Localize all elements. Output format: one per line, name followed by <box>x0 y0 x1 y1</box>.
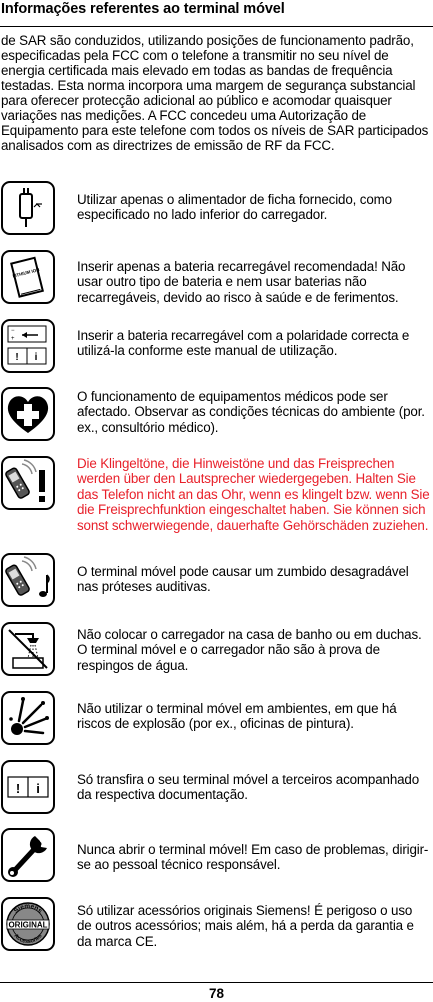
svg-text:!: ! <box>15 352 19 363</box>
warning-notice-text: Die Klingeltöne, die Hinweistöne und das Freisprechen werden über den Lautsprecher wiedergegeben. Halten Sie das Telefon nicht an das Ohr, wenn es klingelt bzw. wenn Sie die Freisprechfunktion eingeschaltet haben. Sie können sich sonst schwerwiegende, dauerhafte Gehörschäden zuziehen. <box>77 456 430 533</box>
notice-text: O funcionamento de equipamentos médicos pode ser afectado. Observar as condições técnicas do ambiente (por. ex., consultório médico). <box>77 389 425 435</box>
footer-divider <box>0 982 433 983</box>
battery-icon <box>1 250 55 304</box>
intro-paragraph: de SAR são conduzidos, utilizando posições de funcionamento padrão, especificadas pela FCC com o telefone a transmitir no seu nível de energia certificada mais elevado em todas as bandas de frequência testadas. Esta norma incorpora uma margem de segurança substancial para oferecer protecção adicional ao público e acomodar quaisquer variações nas medições. A FCC concedeu uma Autorização de Equipamento para este telefone com todos os níveis de SAR participados analisados com as directrizes de emissão de RF da FCC. <box>1 33 429 153</box>
notice-text: Só utilizar acessórios originais Siemens! É perigoso o uso de outros acessórios; mais além, há a perda da garantia e da marca CE. <box>77 903 414 949</box>
wrench-icon <box>1 828 55 882</box>
no-shower-icon <box>1 622 55 676</box>
page-title: Informações referentes ao terminal móvel <box>1 1 285 17</box>
notice-text: O terminal móvel pode causar um zumbido desagradável nas próteses auditivas. <box>77 564 409 595</box>
phone-ringing-warning-icon <box>1 456 55 510</box>
svg-text:Siemens: Siemens <box>12 902 44 915</box>
svg-text:!: ! <box>15 781 21 796</box>
notice-text: Utilizar apenas o alimentador de ficha fornecido, como especificado no lado inferior do carregador. <box>77 192 392 223</box>
page-number: 78 <box>208 986 225 1001</box>
battery-label: LITHIUM ION <box>11 267 40 279</box>
header-divider <box>0 26 433 27</box>
battery-polarity-manual-icon <box>1 319 55 373</box>
medical-cross-heart-icon <box>1 387 55 441</box>
notice-text: Inserir a bateria recarregável com a polaridade correcta e utilizá-la conforme este manual de utilização. <box>77 328 410 359</box>
siemens-original-accessories-icon <box>1 897 55 951</box>
notice-text: Só transfira o seu terminal móvel a terceiros acompanhado da respectiva documentação. <box>77 772 420 803</box>
svg-text:i: i <box>36 781 40 796</box>
notice-text: Não utilizar o terminal móvel em ambientes, em que há riscos de explosão (por ex., oficinas de pintura). <box>77 701 397 732</box>
notice-text: Não colocar o carregador na casa de banho ou em duchas. O terminal móvel e o carregador não são à prova de respingos de água. <box>77 627 422 673</box>
svg-text:ORIGINAL: ORIGINAL <box>8 920 48 930</box>
explosion-hazard-icon <box>1 691 55 745</box>
svg-text:+: + <box>11 336 15 342</box>
svg-text:i: i <box>34 352 38 363</box>
svg-text:Accessories: Accessories <box>12 933 44 946</box>
phone-hearing-aid-icon <box>1 553 55 607</box>
svg-text:−: − <box>11 328 15 334</box>
power-plug-icon <box>1 181 55 235</box>
notice-text: Inserir apenas a bateria recarregável recomendada! Não usar outro tipo de bateria e nem usar baterias não recarregáveis, devido ao risco à saúde e de ferimentos. <box>77 259 406 305</box>
manual-book-icon <box>1 760 55 814</box>
notice-text: Nunca abrir o terminal móvel! Em caso de problemas, dirigir-se ao pessoal técnico responsável. <box>77 842 429 873</box>
